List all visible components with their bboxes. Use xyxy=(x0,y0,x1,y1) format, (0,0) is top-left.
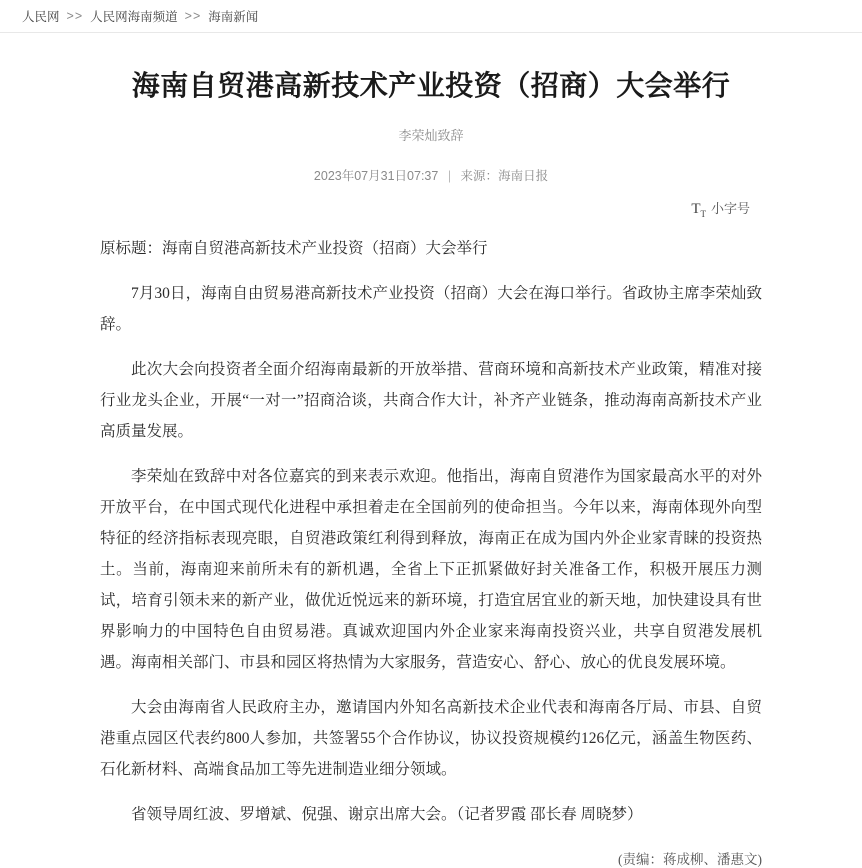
meta-separator: | xyxy=(447,168,452,183)
article-paragraph: 李荣灿在致辞中对各位嘉宾的到来表示欢迎。他指出，海南自贸港作为国家最高水平的对外开放平台，在中国式现代化进程中承担着走在全国前列的使命担当。今年以来，海南体现外向型特征的经济指标表现亮眼，自贸港政策红利得到释放，海南正在成为国内外企业家青睐的投资热土。当前，海南迎来前所未有的新机遇，全省上下正抓紧做好封关准备工作，积极开展压力测试，培育引领未来的新产业，做优近悦远来的新环境，打造宜居宜业的新天地，加快建设具有世界影响力的中国特色自由贸易港。真诚欢迎国内外企业家来海南投资兴业，共享自贸港发展机遇。海南相关部门、市县和园区将热情为大家服务，营造安心、舒心、放心的优良发展环境。 xyxy=(100,467,762,671)
editor-credit: (责编：蒋成柳、潘惠文) xyxy=(618,851,762,867)
font-size-icon: $T_T$ xyxy=(691,200,706,219)
font-size-button[interactable] xyxy=(691,198,750,219)
article-paragraph: 此次大会向投资者全面介绍海南最新的开放举措、营商环境和高新技术产业政策，精准对接行业龙头企业，开展“一对一”招商洽谈，共商合作大计，补齐产业链条，推动海南高新技术产业高质量发展。 xyxy=(100,360,762,440)
article-meta xyxy=(100,166,762,184)
source-name: 海南日报 xyxy=(498,168,549,183)
breadcrumb-item-0[interactable]: 人民网 xyxy=(22,10,60,24)
breadcrumb-separator: >> xyxy=(66,9,84,23)
article-body xyxy=(100,233,762,830)
font-size-label: 小字号 xyxy=(710,200,750,216)
source-label: 来源： xyxy=(460,168,499,183)
breadcrumb-item-1[interactable]: 人民网海南频道 xyxy=(90,10,178,24)
page-title: 海南自贸港高新技术产业投资（招商）大会举行 xyxy=(131,70,731,101)
breadcrumb xyxy=(0,0,862,33)
breadcrumb-item-2[interactable]: 海南新闻 xyxy=(208,10,259,24)
article-subheadline: 李荣灿致辞 xyxy=(398,127,464,143)
article-paragraph: 省领导周红波、罗增斌、倪强、谢京出席大会。（记者罗霞 邵长春 周晓梦） xyxy=(131,805,643,823)
breadcrumb-separator: >> xyxy=(184,9,202,23)
original-title-text: 海南自贸港高新技术产业投资（招商）大会举行 xyxy=(162,239,488,257)
original-title-label: 原标题： xyxy=(100,239,163,257)
article-paragraph: 大会由海南省人民政府主办，邀请国内外知名高新技术企业代表和海南各厅局、市县、自贸港重点园区代表约800人参加，共签署55个合作协议，协议投资规模约126亿元，涵盖生物医药、石化新材料、高端食品加工等先进制造业细分领域。 xyxy=(100,698,762,778)
fontsize-toolbar xyxy=(100,198,762,219)
publish-date: 2023年07月31日07:37 xyxy=(313,168,439,183)
article-container xyxy=(0,67,862,868)
article-paragraph: 7月30日，海南自由贸易港高新技术产业投资（招商）大会在海口举行。省政协主席李荣灿致辞。 xyxy=(100,284,762,333)
original-title-line xyxy=(100,233,762,264)
